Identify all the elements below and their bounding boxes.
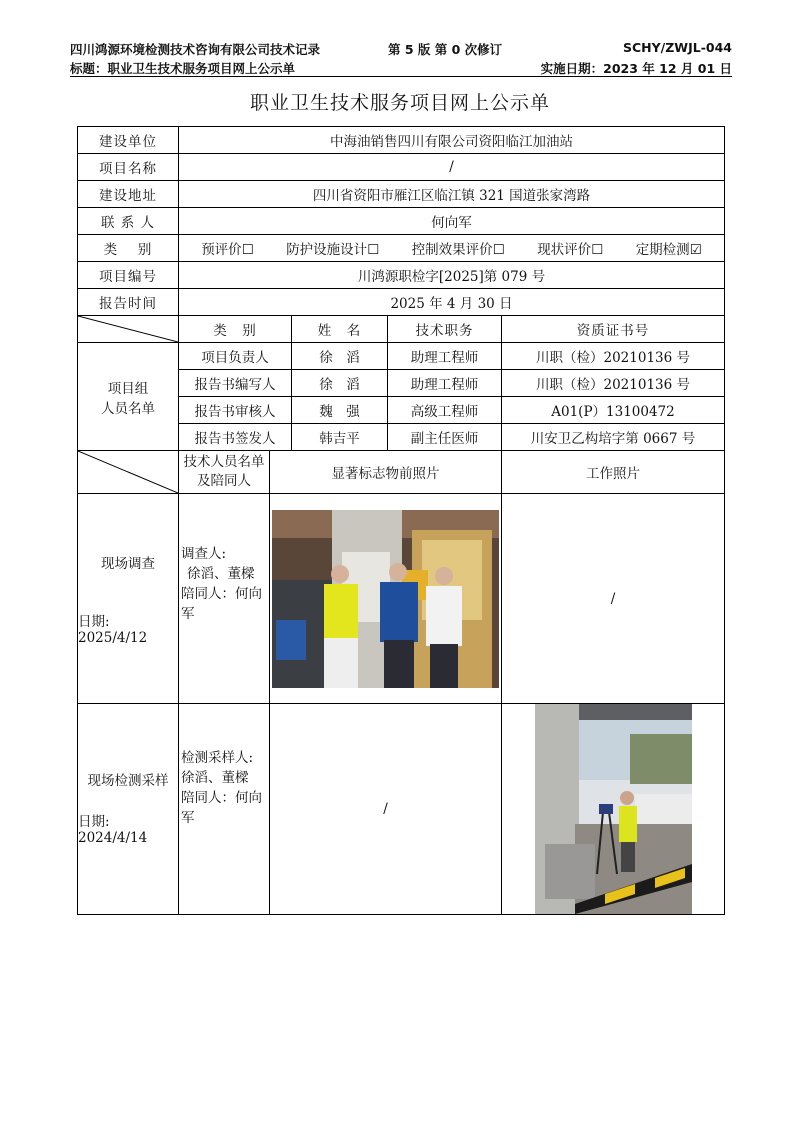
group-label-line1: 项目组	[107, 380, 149, 397]
diagonal-cell	[78, 316, 179, 343]
sampling-photo	[535, 704, 692, 914]
staff-header-row	[78, 316, 725, 343]
effective-date: 实施日期：2023 年 12 月 01 日	[540, 61, 732, 76]
staff-title: 副主任医师	[388, 424, 502, 451]
contact-label: 联 系 人	[78, 208, 179, 235]
diagonal-line	[78, 451, 178, 493]
sampling-companion: 陪同人：何向军	[181, 790, 262, 826]
staff-cert: 川职（检）20210136 号	[502, 343, 725, 370]
staff-role: 项目负责人	[179, 343, 292, 370]
staff-group-label	[78, 343, 179, 451]
row-contact	[78, 208, 725, 235]
code-label: 项目编号	[78, 262, 179, 289]
landmark-photo	[270, 494, 502, 704]
survey-staff-cell	[179, 494, 270, 704]
survey-date-value: 2025/4/12	[78, 630, 148, 646]
staff-name: 徐 滔	[292, 370, 388, 397]
project-label: 项目名称	[78, 154, 179, 181]
staff-header-category: 类 别	[179, 316, 292, 343]
row-code	[78, 262, 725, 289]
row-address	[78, 181, 725, 208]
doc-code: SCHY/ZWJL-044	[622, 40, 732, 55]
photos-header-row	[78, 451, 725, 494]
staff-name: 魏 强	[292, 397, 388, 424]
staff-cert: 川职（检）20210136 号	[502, 370, 725, 397]
subject: 标题：职业卫生技术服务项目网上公示单	[70, 61, 296, 76]
staff-header-name: 姓 名	[292, 316, 388, 343]
staff-name: 徐 滔	[292, 343, 388, 370]
investigator-label: 调查人:	[181, 546, 227, 562]
company-record: 四川鸿源环境检测技术咨询有限公司技术记录	[70, 42, 321, 57]
project-value: /	[179, 154, 725, 181]
publicity-form	[77, 126, 725, 915]
address-value: 四川省资阳市雁江区临江镇 321 国道张家湾路	[179, 181, 725, 208]
row-project	[78, 154, 725, 181]
address-label: 建设地址	[78, 181, 179, 208]
checked-checkbox-icon[interactable]: ☑	[689, 242, 702, 258]
category-label: 类 别	[78, 235, 179, 262]
group-label-line2: 人员名单	[101, 400, 155, 417]
work-col-header: 工作照片	[502, 451, 725, 494]
survey-row	[78, 494, 725, 704]
staff-header-cert: 资质证书号	[502, 316, 725, 343]
survey-work-photo: /	[502, 494, 725, 704]
category-option[interactable]: 防护设施设计☐	[286, 242, 380, 258]
contact-value: 何向军	[179, 208, 725, 235]
gas-station-photo	[272, 510, 499, 688]
checkbox-icon[interactable]: ☐	[241, 242, 254, 258]
row-unit	[78, 127, 725, 154]
survey-companion: 陪同人：何向军	[181, 586, 262, 622]
sampling-date-value: 2024/4/14	[78, 830, 148, 846]
staff-cert: A01(P）13100472	[502, 397, 725, 424]
sampling-title: 现场检测采样	[87, 773, 169, 789]
diagonal-line	[78, 316, 178, 342]
staff-role: 报告书编写人	[179, 370, 292, 397]
sampler-value: 徐滔、董樑	[181, 770, 249, 786]
category-option[interactable]: 预评价☐	[201, 242, 254, 258]
sampling-row	[78, 704, 725, 915]
code-value: 川鸿源职检字[2025]第 079 号	[179, 262, 725, 289]
survey-date-label: 日期:	[78, 614, 110, 630]
sampling-work-photo	[502, 704, 725, 915]
header-divider	[70, 76, 732, 77]
checkbox-icon[interactable]: ☐	[492, 242, 505, 258]
staff-role: 报告书签发人	[179, 424, 292, 451]
staff-header-title: 技术职务	[388, 316, 502, 343]
staff-cert: 川安卫乙构培字第 0667 号	[502, 424, 725, 451]
staff-title: 助理工程师	[388, 343, 502, 370]
report-time-value: 2025 年 4 月 30 日	[179, 289, 725, 316]
page-title: 职业卫生技术服务项目网上公示单	[249, 92, 550, 114]
staff-name: 韩吉平	[292, 424, 388, 451]
diagonal-cell	[78, 451, 179, 494]
category-option[interactable]: 定期检测☑	[635, 242, 702, 258]
sampling-title-cell	[78, 704, 179, 915]
category-options	[179, 235, 725, 262]
category-option[interactable]: 控制效果评价☐	[411, 242, 505, 258]
version: 第 5 版 第 0 次修订	[388, 42, 503, 57]
checkbox-icon[interactable]: ☐	[367, 242, 380, 258]
unit-value: 中海油销售四川有限公司资阳临江加油站	[179, 127, 725, 154]
row-category	[78, 235, 725, 262]
sampler-label: 检测采样人:	[181, 750, 254, 766]
staff-col-header: 技术人员名单及陪同人	[179, 451, 270, 494]
staff-title: 助理工程师	[388, 370, 502, 397]
staff-row	[78, 343, 725, 370]
sampling-date-label: 日期:	[78, 814, 110, 830]
staff-title: 高级工程师	[388, 397, 502, 424]
survey-title-cell	[78, 494, 179, 704]
unit-label: 建设单位	[78, 127, 179, 154]
row-report-time	[78, 289, 725, 316]
sampling-staff-cell	[179, 704, 270, 915]
report-time-label: 报告时间	[78, 289, 179, 316]
checkbox-icon[interactable]: ☐	[591, 242, 604, 258]
investigator-value: 徐滔、董樑	[187, 566, 255, 582]
staff-role: 报告书审核人	[179, 397, 292, 424]
survey-title: 现场调查	[101, 556, 155, 572]
category-option[interactable]: 现状评价☐	[537, 242, 604, 258]
sampling-landmark-photo: /	[270, 704, 502, 915]
landmark-col-header: 显著标志物前照片	[270, 451, 502, 494]
